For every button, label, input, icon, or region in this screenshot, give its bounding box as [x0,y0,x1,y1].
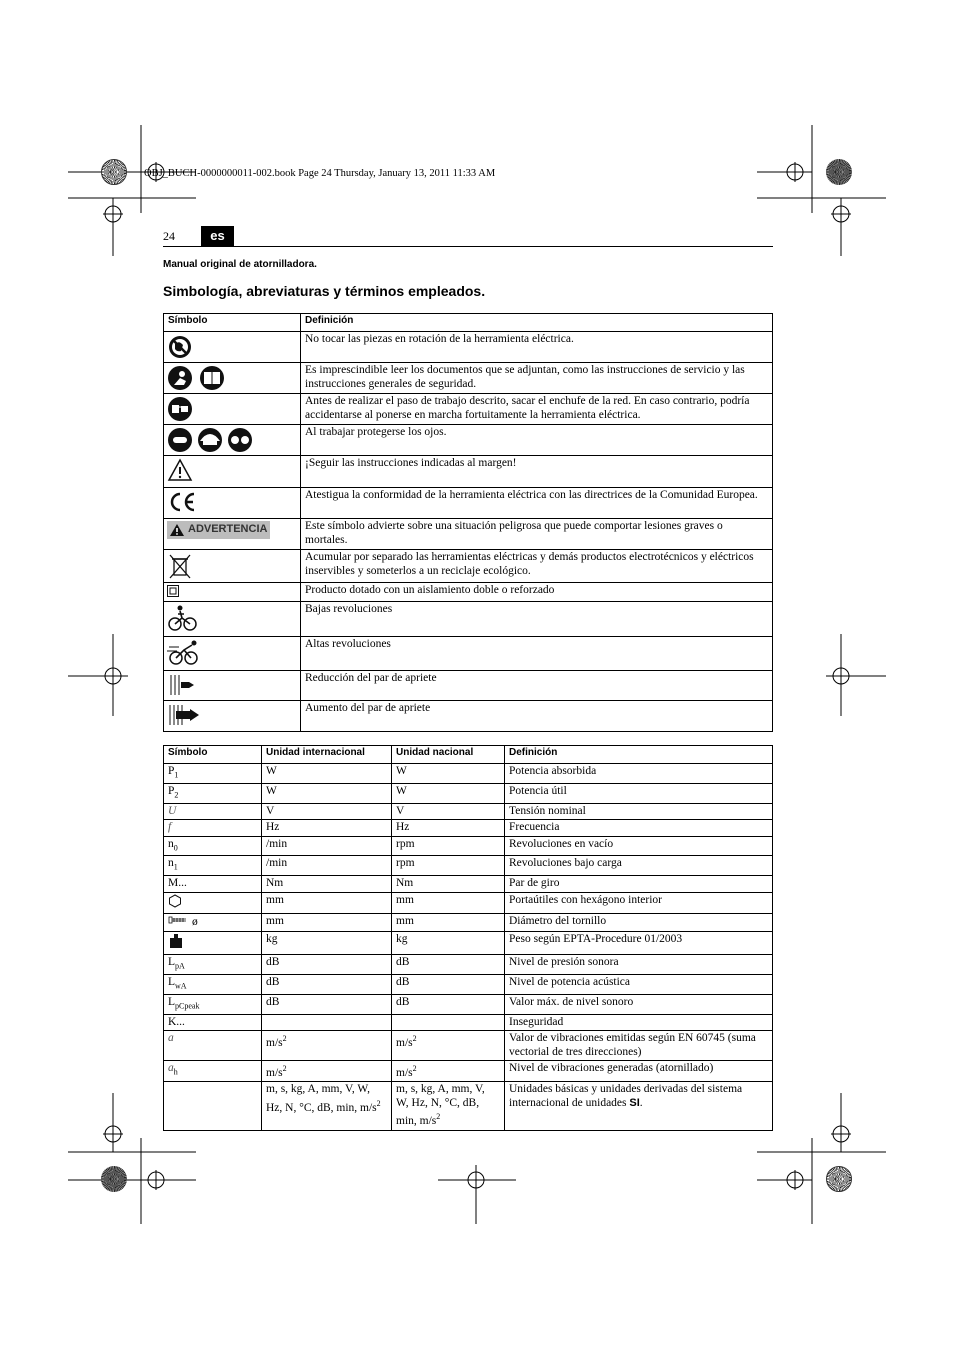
national-unit [392,914,505,932]
national-unit [392,803,505,820]
badge-label: ADVERTENCIA [188,523,268,536]
symbol-text: f [168,821,172,834]
color-rosette-icon [101,1166,127,1192]
definition-text: Revoluciones bajo carga [509,857,622,870]
unit-text: dB [266,975,280,988]
table-row [164,394,773,425]
unit-text: m/s [396,1036,413,1049]
column-header: Símbolo [164,314,301,332]
national-unit [392,1014,505,1031]
si-label: SI [629,1096,640,1109]
unit-text: mm [266,915,284,928]
definition [505,955,773,975]
definition [505,1082,773,1130]
print-header: OBJ_BUCH-0000000011-002.book Page 24 Thursday, January 13, 2011 11:33 AM [144,168,496,179]
symbol-text: n [168,837,174,850]
international-unit [262,931,392,955]
symbol-text: ø [192,916,198,929]
symbol-cell [164,1082,262,1130]
symbol-text: P [168,784,175,797]
definition [505,783,773,803]
definition: Es imprescindible leer los documentos que se adjuntan, como las instrucciones de servicio y las instrucciones generales de seguridad. [301,363,773,394]
international-unit [262,1014,392,1031]
definition-text: Nivel de vibraciones generadas (atornillado) [509,1062,714,1075]
definition: Acumular por separado las herramientas eléctricas y demás productos electrotécnicos y eléctricos inservibles y someterlos a un reciclaje ecológico. [301,550,773,583]
symbol-subscript: 1 [174,770,179,780]
column-header: Definición [505,746,773,764]
ce-mark-icon [167,490,197,514]
table-row [164,550,773,583]
symbol-cell [164,1014,262,1031]
table-row [164,601,773,636]
definition-text: Inseguridad [509,1015,564,1028]
units-table [163,745,773,1131]
symbol-text: n [168,857,174,870]
unplug-icon [167,396,193,422]
table-row [164,994,773,1014]
definition [505,931,773,955]
definition-text: Portaútiles con hexágono interior [509,893,662,906]
table-row [164,700,773,731]
unit-superscript: 2 [376,1098,381,1108]
symbol-cell [164,764,262,784]
unit-text: mm [396,893,414,906]
header-rule [163,246,773,247]
unit-text: W [396,765,407,777]
definition-text: Par de giro [509,877,560,890]
definition-end: . [639,1096,643,1109]
definition-text: Valor de vibraciones emitidas según EN 60745 (suma vectorial de tres direcciones) [509,1032,756,1058]
table-row [164,670,773,700]
symbol-text: K... [168,1015,185,1028]
symbol-cell [164,820,262,837]
international-unit [262,1061,392,1082]
table-row [164,974,773,994]
unit-text: /min [266,837,288,850]
unit-text: Hz [266,821,280,834]
national-unit [392,955,505,975]
unit-text: W [396,784,407,797]
unit-text: mm [396,915,414,928]
symbol-text: L [168,975,176,988]
unit-text: rpm [396,837,415,850]
unit-superscript: 2 [282,1034,287,1044]
color-rosette-icon [101,159,127,185]
national-unit [392,764,505,784]
unit-text: dB [396,975,410,988]
definition-text: Frecuencia [509,821,560,834]
national-unit [392,1082,505,1130]
symbol-subscript: 1 [173,862,178,872]
symbol-subscript: pA [175,961,185,971]
symbol-cell [164,974,262,994]
symbol-text: L [168,995,176,1008]
screw-diameter-icon [168,915,188,925]
international-unit [262,876,392,893]
symbols-table [163,313,773,732]
symbol-text: U [168,804,177,817]
national-unit [392,1061,505,1082]
definition-text: Valor máx. de nivel sonoro [509,995,634,1008]
international-unit [262,836,392,856]
definition-text: Diámetro del tornillo [509,915,607,928]
definition [505,914,773,932]
unit-text: W [266,765,277,777]
symbol-subscript: h [173,1067,178,1077]
definition [505,1014,773,1031]
symbol-cell [164,876,262,893]
table-row [164,892,773,914]
unit-text: m, s, kg, A, mm, V, W, Hz, N, °C, dB, min, m/s [396,1083,485,1128]
definition [505,1031,773,1061]
table-row [164,488,773,519]
unit-text: V [396,804,405,817]
table-row [164,764,773,784]
no-touch-rotating-icon [167,334,193,360]
definition [505,974,773,994]
national-unit [392,820,505,837]
unit-superscript: 2 [412,1034,417,1044]
national-unit [392,876,505,893]
unit-text: m, s, kg, A, mm, V, W, Hz, N, °C, dB, min, m/s [266,1083,377,1114]
unit-text: Nm [396,877,414,890]
symbol-subscript: 2 [174,790,179,800]
symbol-subscript: pCpeak [175,1001,200,1011]
table-row [164,820,773,837]
table-row [164,836,773,856]
fast-bicycle-icon [167,639,201,667]
unit-text: dB [266,956,280,969]
warning-triangle-icon [167,458,193,482]
hex-socket-icon [168,894,182,908]
table-row [164,583,773,602]
symbol-cell [164,892,262,914]
definition [505,1061,773,1082]
definition: No tocar las piezas en rotación de la herramienta eléctrica. [301,332,773,363]
definition: Reducción del par de apriete [301,670,773,700]
symbol-text: P [168,765,175,777]
page-number: 24 [163,229,175,243]
symbol-text: a [168,1032,174,1045]
manual-title: Manual original de atornilladora. [163,259,317,270]
unit-text: mm [266,893,284,906]
international-unit [262,974,392,994]
definition [505,856,773,876]
advertencia-badge [167,521,270,539]
definition [505,820,773,837]
table-row [164,425,773,456]
international-unit [262,820,392,837]
symbol-subscript: 0 [173,842,178,852]
unit-superscript: 2 [282,1064,287,1074]
color-rosette-icon [826,1166,852,1192]
color-rosette-icon [826,159,852,185]
symbol-cell [164,856,262,876]
column-header: Símbolo [164,746,262,764]
table-row [164,1014,773,1031]
national-unit [392,856,505,876]
national-unit [392,994,505,1014]
unit-superscript: 2 [436,1112,441,1122]
symbol-cell [164,803,262,820]
international-unit [262,1031,392,1061]
table-row [164,456,773,488]
table-row [164,519,773,550]
national-unit [392,783,505,803]
symbol-cell [164,1061,262,1082]
symbol-cell [164,1031,262,1061]
table-row [164,931,773,955]
section-title: Simbología, abreviaturas y términos empleados. [163,283,486,299]
definition: Producto dotado con un aislamiento doble o reforzado [301,583,773,602]
symbol-cell [164,836,262,856]
table-header-row [164,746,773,764]
table-row [164,1061,773,1082]
definition: Altas revoluciones [301,636,773,670]
torque-reduce-icon [167,673,197,697]
weight-icon [168,933,184,949]
table-row [164,803,773,820]
definition: ¡Seguir las instrucciones indicadas al margen! [301,456,773,488]
warning-triangle-icon [169,523,185,537]
international-unit [262,994,392,1014]
column-header: Definición [301,314,773,332]
table-row [164,876,773,893]
definition [505,892,773,914]
table-row [164,636,773,670]
table-row [164,332,773,363]
table-row [164,914,773,932]
definition [505,876,773,893]
double-insulation-icon [167,585,179,597]
international-unit [262,1082,392,1130]
table-row [164,1082,773,1130]
symbol-cell [164,783,262,803]
international-unit [262,892,392,914]
national-unit [392,1031,505,1061]
unit-text: Hz [396,821,410,834]
unit-text: kg [266,932,278,945]
slow-bicycle-icon [167,604,197,632]
read-manual-icons [167,365,227,391]
definition-text: Tensión nominal [509,804,586,817]
definition: Al trabajar protegerse los ojos. [301,425,773,456]
language-tab: es [201,226,234,246]
table-row [164,1031,773,1061]
unit-text: dB [396,956,410,969]
symbol-subscript: wA [175,981,187,991]
definition [505,836,773,856]
unit-superscript: 2 [412,1064,417,1074]
table-row [164,856,773,876]
definition [505,803,773,820]
international-unit [262,955,392,975]
table-header-row [164,314,773,332]
international-unit [262,856,392,876]
unit-text: /min [266,857,288,870]
definition: Antes de realizar el paso de trabajo descrito, sacar el enchufe de la red. En caso contrario, podría accidentarse al ponerse en marcha fortuitamente la herramienta eléctrica. [301,394,773,425]
definition [505,764,773,784]
symbol-cell [164,914,262,932]
symbol-text: a [168,1062,174,1075]
symbol-cell [164,994,262,1014]
eye-protection-icons [167,427,253,453]
definition-text: Peso según EPTA-Procedure 01/2003 [509,932,683,945]
table-row [164,783,773,803]
column-header: Unidad internacional [262,746,392,764]
symbol-text: M... [168,877,187,890]
table-row [164,955,773,975]
unit-text: dB [266,995,280,1008]
international-unit [262,783,392,803]
unit-text: V [266,804,275,817]
national-unit [392,836,505,856]
definition: Aumento del par de apriete [301,700,773,731]
definition: Bajas revoluciones [301,601,773,636]
definition: Atestigua la conformidad de la herramienta eléctrica con las directrices de la Comunidad Europea. [301,488,773,519]
column-header: Unidad nacional [392,746,505,764]
symbol-cell [164,931,262,955]
unit-text: W [266,784,277,797]
table-row [164,363,773,394]
weee-bin-icon [167,552,193,580]
definition-text: Unidades básicas y unidades derivadas del sistema internacional de unidades [509,1083,743,1109]
national-unit [392,931,505,955]
definition [505,994,773,1014]
international-unit [262,803,392,820]
definition-text: Potencia absorbida [509,765,597,777]
definition-text: Potencia útil [509,784,567,797]
definition-text: Nivel de presión sonora [509,956,619,969]
unit-text: rpm [396,857,415,870]
unit-text: m/s [396,1066,413,1079]
national-unit [392,974,505,994]
definition: Este símbolo advierte sobre una situación peligrosa que puede comportar lesiones graves o mortales. [301,519,773,550]
unit-text: Nm [266,877,284,890]
national-unit [392,892,505,914]
international-unit [262,764,392,784]
unit-text: kg [396,932,408,945]
torque-increase-icon [167,703,201,727]
unit-text: m/s [266,1066,283,1079]
symbol-text: L [168,956,176,969]
unit-text: dB [396,995,410,1008]
international-unit [262,914,392,932]
unit-text: m/s [266,1036,283,1049]
symbol-cell [164,955,262,975]
definition-text: Revoluciones en vacío [509,837,614,850]
definition-text: Nivel de potencia acústica [509,975,631,988]
